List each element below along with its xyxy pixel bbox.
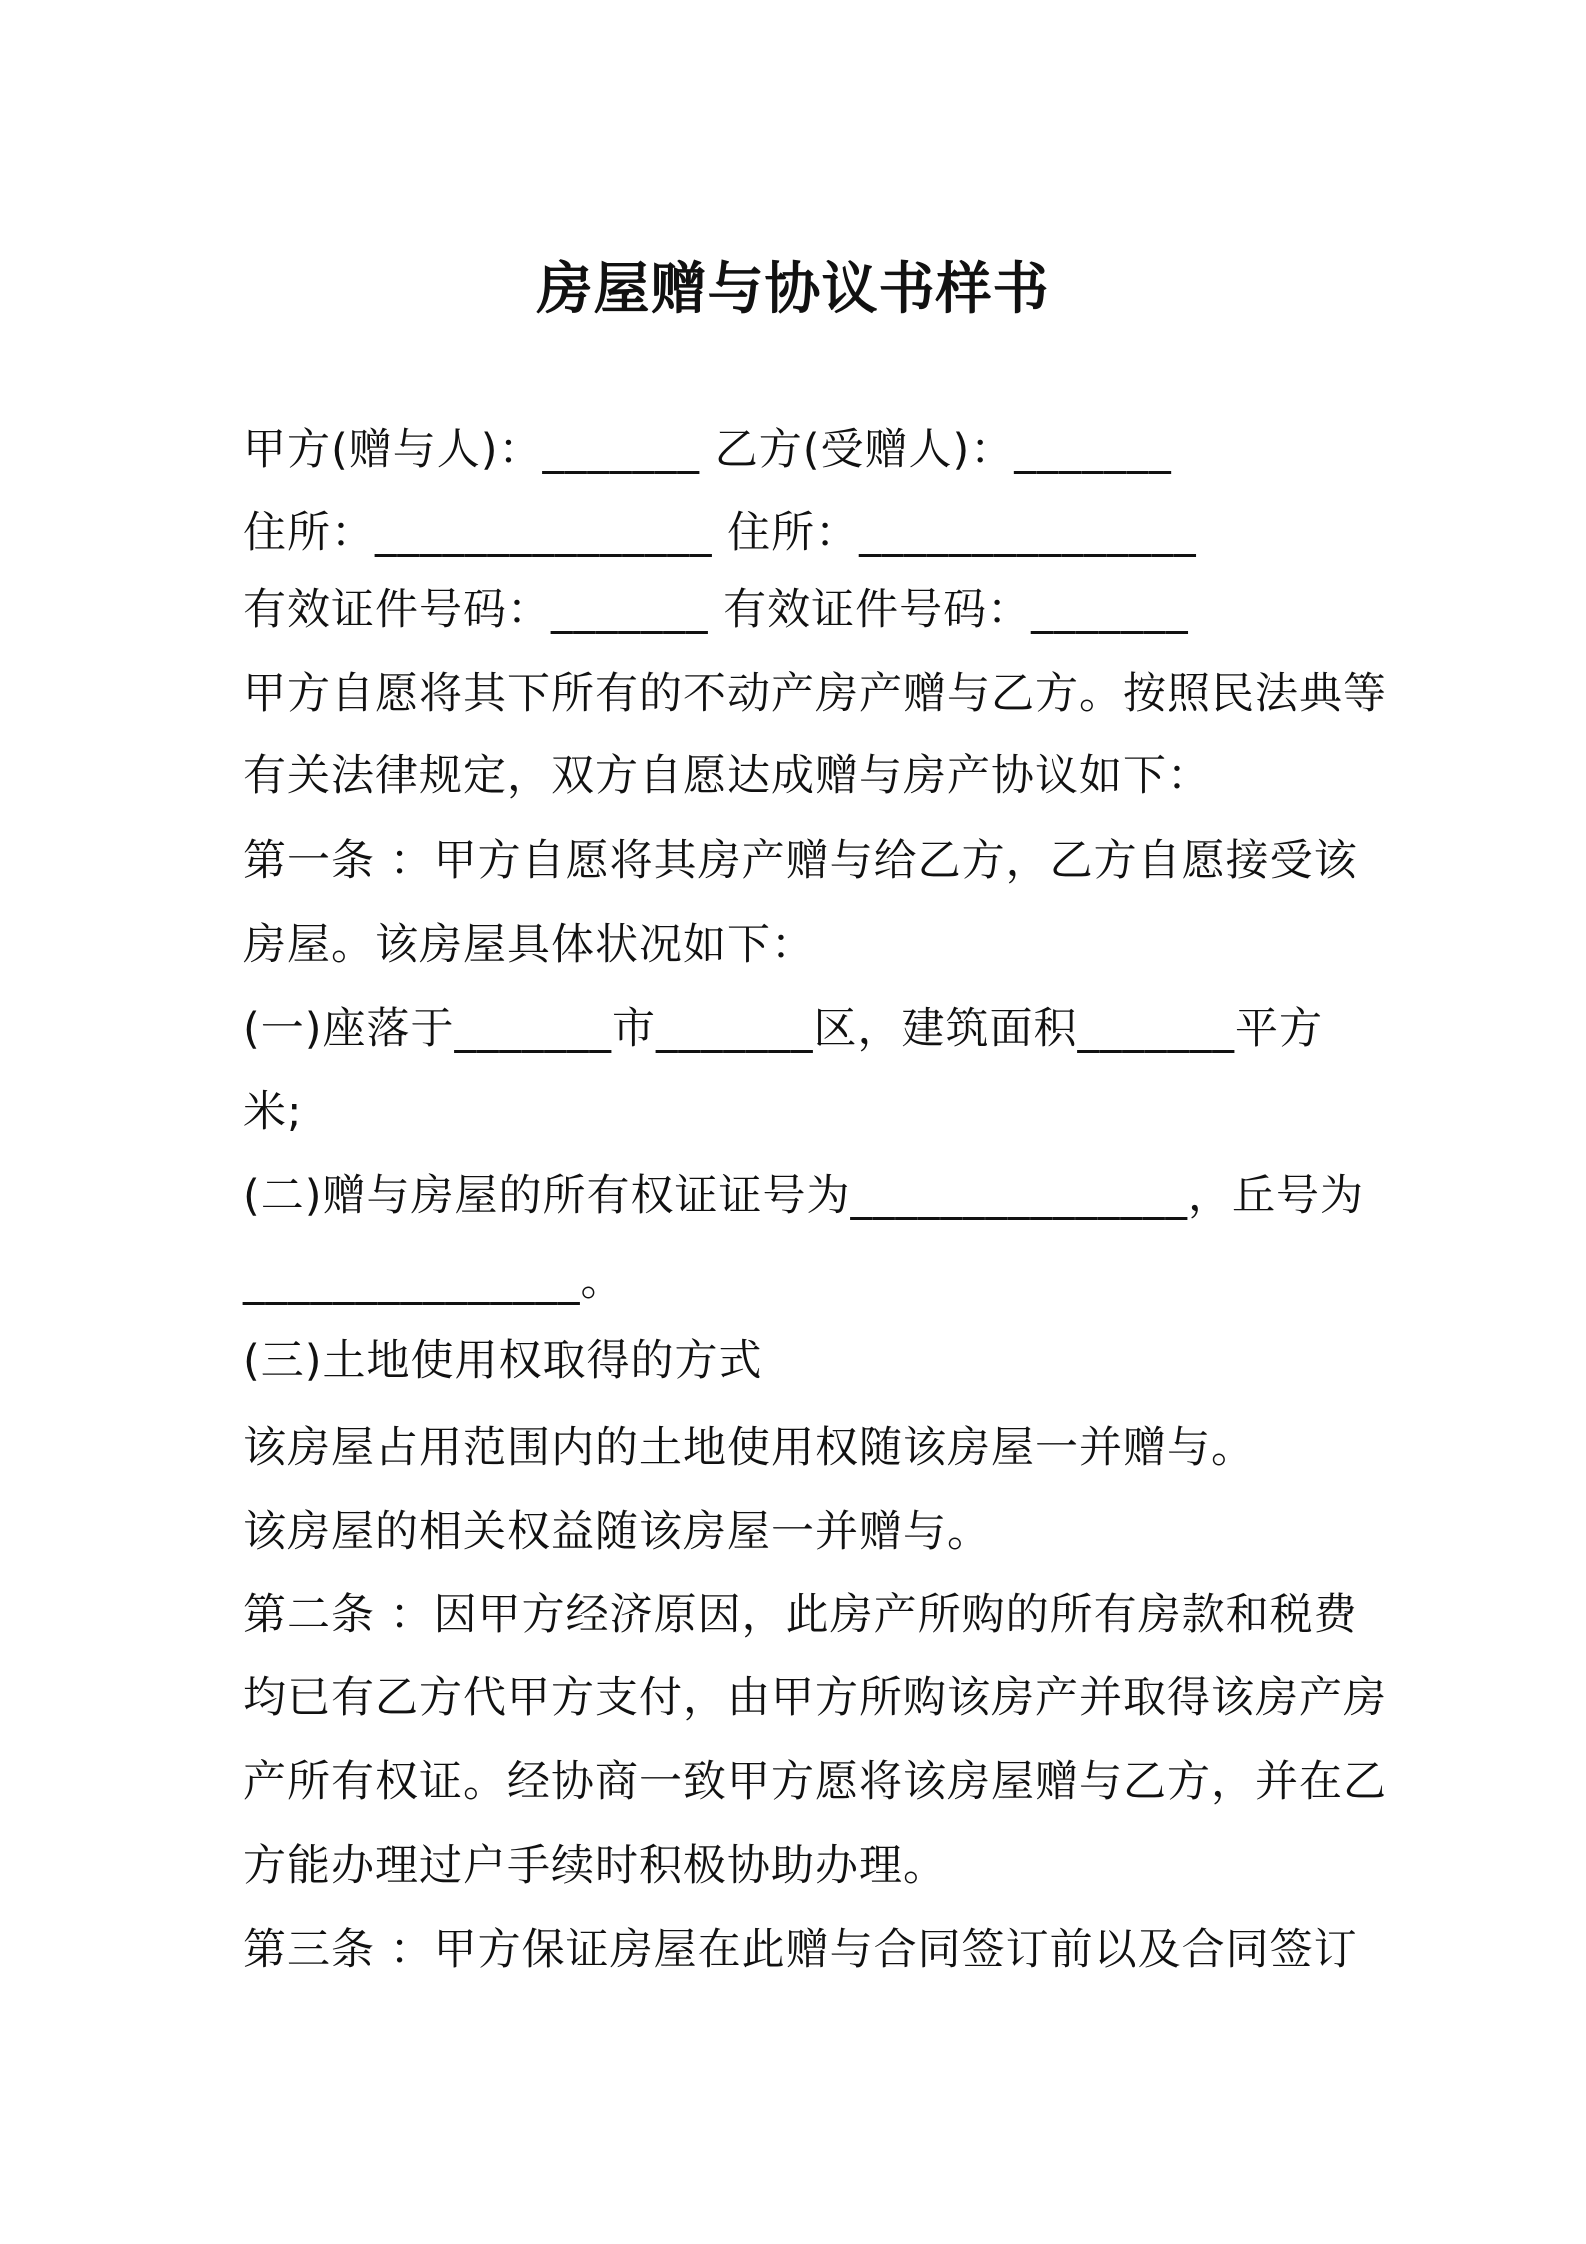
house-location-line: 米; <box>243 1087 303 1137</box>
certificate-number-line: _______________。 <box>243 1256 625 1306</box>
certificate-number-line: (二)赠与房屋的所有权证证号为_______________，丘号为 <box>243 1171 1365 1221</box>
preamble-line: 有关法律规定，双方自愿达成赠与房产协议如下： <box>243 751 1211 801</box>
rights-line: 该房屋的相关权益随该房屋一并赠与。 <box>243 1507 991 1557</box>
house-location-line: (一)座落于_______市_______区，建筑面积_______平方 <box>243 1004 1324 1054</box>
article-two-line: 产所有权证。经协商一致甲方愿将该房屋赠与乙方，并在乙 <box>243 1757 1387 1807</box>
article-three-line: 第三条 ：甲方保证房屋在此赠与合同签订前以及合同签订 <box>243 1925 1358 1975</box>
article-two-line: 均已有乙方代甲方支付，由甲方所购该房产并取得该房产房 <box>243 1673 1387 1723</box>
party-id-line: 有效证件号码：_______ 有效证件号码：_______ <box>243 585 1189 635</box>
land-use-line: 该房屋占用范围内的土地使用权随该房屋一并赠与。 <box>243 1423 1255 1473</box>
article-one-line: 房屋。该房屋具体状况如下： <box>243 920 815 970</box>
party-address-line: 住所：_______________ 住所：_______________ <box>243 508 1197 558</box>
party-names-line: 甲方(赠与人)：_______ 乙方(受赠人)：_______ <box>243 425 1172 475</box>
article-two-line: 第二条 ：因甲方经济原因，此房产所购的所有房款和税费 <box>243 1590 1358 1640</box>
article-two-line: 方能办理过户手续时积极协助办理。 <box>243 1841 947 1891</box>
land-use-heading: (三)土地使用权取得的方式 <box>243 1336 763 1386</box>
preamble-line: 甲方自愿将其下所有的不动产房产赠与乙方。按照民法典等 <box>243 669 1387 719</box>
article-one-line: 第一条 ：甲方自愿将其房产赠与给乙方，乙方自愿接受该 <box>243 836 1358 886</box>
document-title: 房屋赠与协议书样书 <box>536 257 1050 322</box>
